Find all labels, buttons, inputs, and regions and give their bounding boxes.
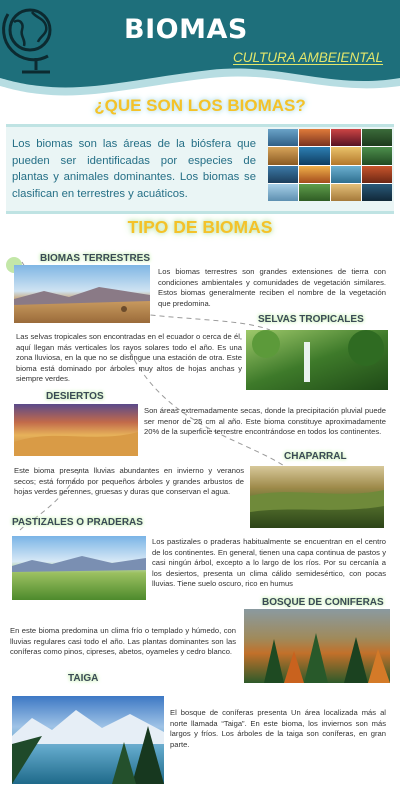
biomes-collage-image [268, 129, 392, 201]
chaparral-image [250, 466, 384, 528]
selvas-image [246, 330, 388, 390]
text-coniferas: En este bioma predomina un clima frío o templado y húmedo, con lluvias regulares casi todo el año. Las plantas dominantes son las coníferas como pinos, cipreses, abetos, oyameles y cedro blanco. [10, 626, 236, 657]
section-title-taiga: TAIGA [68, 673, 99, 684]
page-subtitle: CULTURA AMBEIENTAL [233, 50, 384, 65]
intro-heading: ¿QUE SON LOS BIOMAS? [94, 96, 306, 115]
section-title-coniferas: BOSQUE DE CONIFERAS [262, 597, 384, 608]
section-title-selvas: SELVAS TROPICALES [258, 314, 364, 325]
section-title-desiertos: DESIERTOS [46, 391, 104, 402]
intro-text: Los biomas son las áreas de la biósfera que pueden ser identificadas por especies de plantas y animales dominantes. Los biomas se clasifican en terrestres y acuáticos. [12, 138, 256, 200]
text-desiertos: Son áreas extremadamente secas, donde la precipitación pluvial puede ser menor de 25 cm al año. Este bioma constituye aproximadamente 20% de la superficie terrestre encontrándose en todos los continentes. [144, 406, 386, 437]
pastizales-image [12, 536, 146, 600]
terrestres-image [14, 265, 150, 323]
coniferas-image [244, 609, 390, 683]
text-chaparral: Este bioma presenta lluvias abundantes en invierno y veranos secos; está formado por pequeños árboles y grandes arbustos de hojas verdes perennes, gruesas y duras que conservan el agua. [14, 466, 244, 497]
text-taiga: El bosque de coníferas presenta Un área localizada más al norte llamada “Taiga”. En este bioma, los inviernos son más largos y fríos. Los árboles de la taiga son coníferas, en gran parte. [170, 708, 386, 749]
header-banner [0, 0, 400, 100]
section-title-chaparral: CHAPARRAL [284, 451, 347, 462]
text-terrestres: Los biomas terrestres son grandes extensiones de tierra con condiciones ambientales y comunidades de vegetación similares. Estos biomas generalmente reciben el nombre de la vegetación que predomina. [158, 267, 386, 308]
globe-icon [0, 0, 62, 76]
section-title-pastizales: PASTIZALES O PRADERAS [12, 517, 143, 528]
page-title: BIOMAS [124, 14, 248, 45]
desiertos-image [14, 404, 138, 456]
types-heading: TIPO DE BIOMAS [127, 217, 273, 237]
section-title-terrestres: BIOMAS TERRESTRES [40, 253, 151, 264]
text-selvas: Las selvas tropicales son encontradas en el ecuador o cerca de él, aquí llegan más verticales los rayos solares todo el año. Es una zona lluviosa, en la que no se distingue una estación de otra. Este bioma está dominado por árboles muy altos de hojas anchas y siempre verdes. [16, 332, 242, 384]
text-pastizales: Los pastizales o praderas habitualmente se encuentran en el centro de los continentes. En general, tienen una capa continua de pastos y casi ningún árbol, excepto a lo largo de los ríos. Por su cercanía a los desiertos, presenta un clima cálido semidesértico, con pocas lluvias. Tiene suelo oscuro, rico en humus [152, 537, 386, 589]
taiga-image [12, 696, 164, 784]
